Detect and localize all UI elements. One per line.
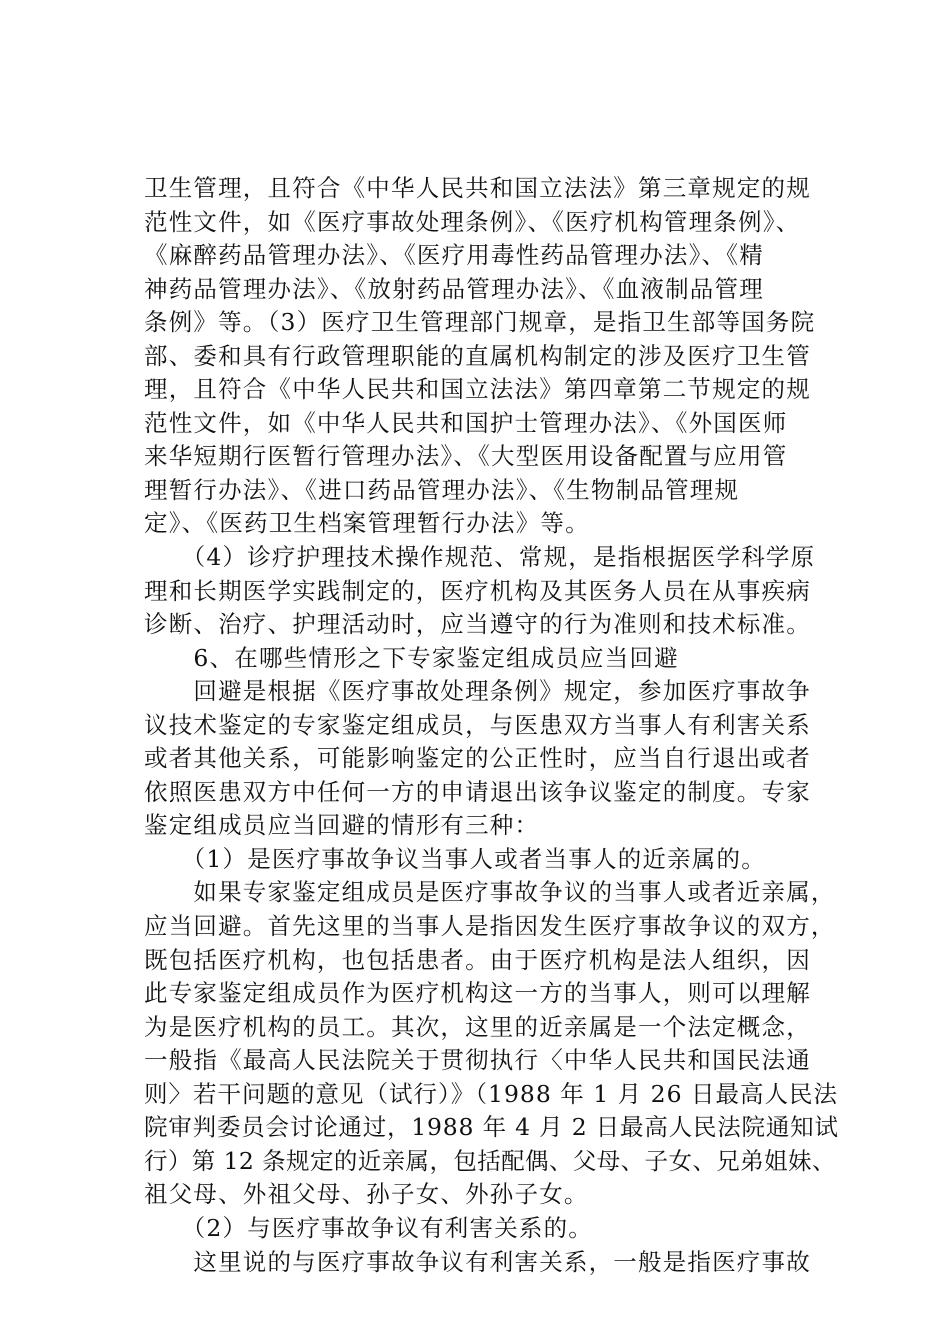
section-heading: 6、在哪些情形之下专家鉴定组成员应当回避 — [144, 643, 679, 672]
text-line: 院审判委员会讨论通过，1988 年 4 月 2 日最高人民法院通知试 — [144, 1113, 839, 1142]
text-line: （4）诊疗护理技术操作规范、常规，是指根据医学科学原 — [144, 543, 816, 572]
text-line: 理，且符合《中华人民共和国立法法》第四章第二节规定的规 — [144, 375, 811, 404]
text-line: 行）第 12 条规定的近亲属，包括配偶、父母、子女、兄弟姐妹、 — [144, 1146, 836, 1175]
text-line: 议技术鉴定的专家鉴定组成员，与医患双方当事人有利害关系 — [144, 710, 811, 739]
document-body — [144, 172, 839, 1279]
text-line: 范性文件，如《中华人民共和国护士管理办法》、《外国医师 — [144, 408, 788, 437]
text-line: 条例》等。（3）医疗卫生管理部门规章，是指卫生部等国务院 — [144, 308, 816, 337]
text-line: 鉴定组成员应当回避的情形有三种： — [144, 811, 540, 840]
text-line: 理暂行办法》、《进口药品管理办法》、《生物制品管理规 — [144, 475, 740, 504]
text-line: 这里说的与医疗事故争议有利害关系，一般是指医疗事故 — [144, 1247, 811, 1276]
text-line: 理和长期医学实践制定的，医疗机构及其医务人员在从事疾病 — [144, 576, 811, 605]
text-line: 定》、《医药卫生档案管理暂行办法》等。 — [144, 509, 590, 538]
text-line: 来华短期行医暂行管理办法》、《大型医用设备配置与应用管 — [144, 442, 788, 471]
text-line: 《麻醉药品管理办法》、《医疗用毒性药品管理办法》、《精 — [144, 241, 764, 270]
text-line: 祖父母、外祖父母、孙子女、外孙子女。 — [144, 1180, 589, 1209]
text-line: 既包括医疗机构，也包括患者。由于医疗机构是法人组织，因 — [144, 945, 811, 974]
text-line: 如果专家鉴定组成员是医疗事故争议的当事人或者近亲属， — [144, 878, 836, 907]
text-line: 诊断、治疗、护理活动时，应当遵守的行为准则和技术标准。 — [144, 610, 811, 639]
text-line: 部、委和具有行政管理职能的直属机构制定的涉及医疗卫生管 — [144, 341, 811, 370]
text-line: 此专家鉴定组成员作为医疗机构这一方的当事人，则可以理解 — [144, 979, 811, 1008]
text-line: （1）是医疗事故争议当事人或者当事人的近亲属的。 — [144, 844, 766, 873]
text-line: 神药品管理办法》、《放射药品管理办法》、《血液制品管理 — [144, 274, 764, 303]
text-line: 则〉若干问题的意见（试行）》（1988 年 1 月 26 日最高人民法 — [144, 1079, 839, 1108]
text-line: 回避是根据《医疗事故处理条例》规定，参加医疗事故争 — [144, 677, 811, 706]
text-line: 或者其他关系，可能影响鉴定的公正性时，应当自行退出或者 — [144, 744, 811, 773]
text-line: （2）与医疗事故争议有利害关系的。 — [144, 1213, 594, 1242]
text-line: 依照医患双方中任何一方的申请退出该争议鉴定的制度。专家 — [144, 777, 811, 806]
text-line: 卫生管理，且符合《中华人民共和国立法法》第三章规定的规 — [144, 174, 811, 202]
text-line: 一般指《最高人民法院关于贯彻执行〈中华人民共和国民法通 — [144, 1046, 811, 1075]
text-line: 应当回避。首先这里的当事人是指因发生医疗事故争议的双方， — [144, 912, 836, 941]
text-line: 为是医疗机构的员工。其次，这里的近亲属是一个法定概念， — [144, 1012, 811, 1041]
text-line: 范性文件，如《医疗事故处理条例》、《医疗机构管理条例》、 — [144, 207, 801, 236]
